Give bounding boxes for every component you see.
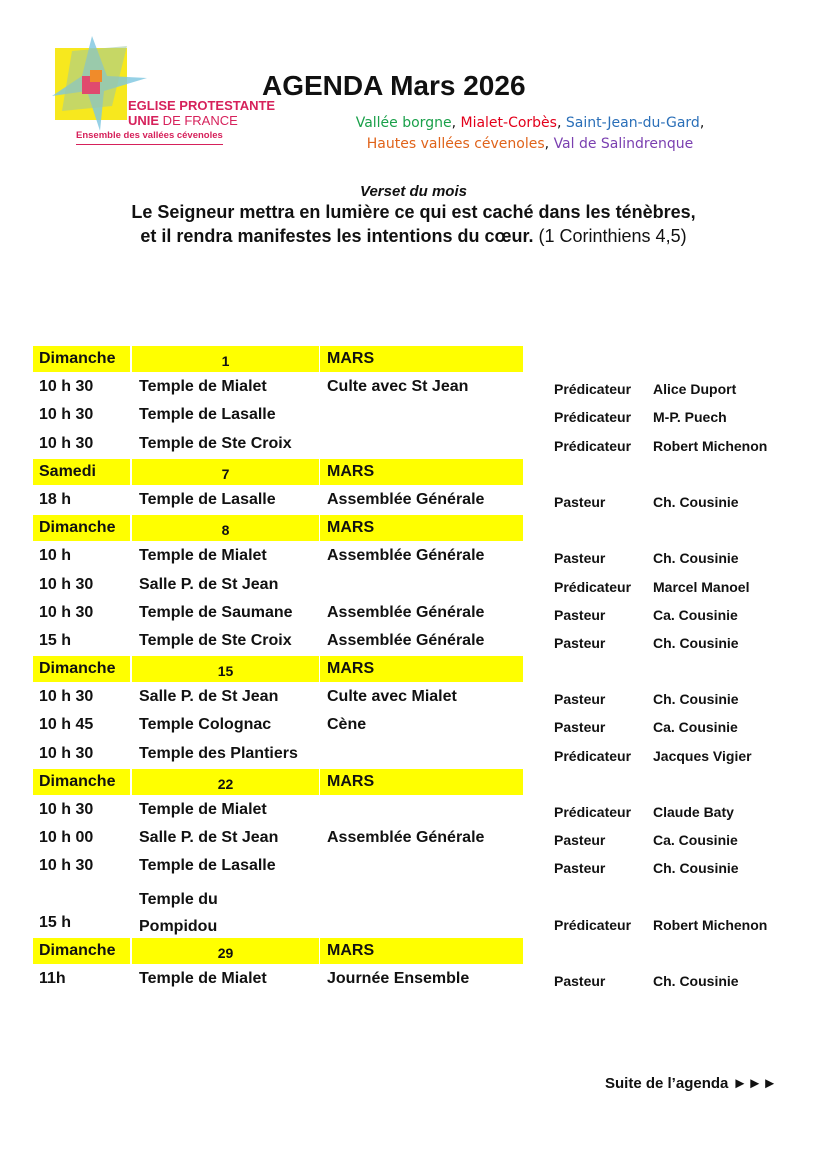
day-number: 7 [221, 465, 230, 482]
role: Pasteur [554, 550, 606, 567]
time: 10 h 00 [39, 829, 94, 847]
time: 11h [39, 969, 66, 987]
month-name: MARS [327, 462, 375, 480]
agenda-row [33, 543, 793, 571]
agenda-table [33, 346, 793, 994]
valleys-list: Vallée borgne, Mialet-Corbès, Saint-Jean-du-Gard, Hautes vallées cévenoles, Val de Salindrenque [355, 115, 705, 152]
day-number: 1 [221, 353, 230, 369]
logo-line3: Ensemble des vallées cévenoles [76, 130, 223, 145]
role: Pasteur [554, 860, 606, 877]
event: Assemblée Générale [327, 490, 485, 508]
month-name: MARS [327, 660, 375, 678]
month-name: MARS [327, 941, 375, 959]
date-header-row [33, 938, 793, 966]
role: Prédicateur [554, 804, 632, 820]
person: Ca. Cousinie [653, 719, 738, 736]
time: 10 h 30 [39, 603, 94, 621]
role: Prédicateur [554, 747, 632, 764]
valley-name: Mialet-Corbès [460, 115, 557, 131]
agenda-row [33, 853, 793, 881]
time: 10 h 30 [39, 406, 94, 424]
time: 15 h [39, 631, 72, 649]
place: Temple de Lasalle [139, 857, 276, 875]
time: 10 h 30 [39, 744, 94, 762]
verse-of-month [0, 183, 827, 248]
agenda-row [33, 712, 793, 740]
person: Robert Michenon [653, 437, 768, 454]
event: Culte avec St Jean [327, 378, 469, 396]
event: Journée Ensemble [327, 969, 470, 987]
verse-line1: Le Seigneur mettra en lumière ce qui est caché dans les ténèbres, [131, 202, 696, 222]
month-name: MARS [327, 772, 375, 790]
agenda-row [33, 487, 793, 515]
person: Ca. Cousinie [653, 606, 738, 623]
day-name: Samedi [39, 462, 96, 480]
logo-line2a: UNIE [128, 113, 160, 128]
place: Temple des Plantiers [139, 744, 298, 762]
day-name: Dimanche [39, 519, 116, 537]
logo-line1: EGLISE PROTESTANTE [128, 98, 276, 113]
time: 10 h 30 [39, 434, 94, 452]
place: Temple de Saumane [139, 603, 293, 621]
agenda-row [33, 628, 793, 656]
month-name: MARS [327, 519, 375, 537]
place: Temple de Lasalle [139, 490, 276, 508]
date-header-row [33, 459, 793, 487]
place: Temple de Mialet [139, 547, 267, 565]
time: 10 h 30 [39, 857, 94, 875]
person: Ch. Cousinie [653, 972, 739, 989]
person: Marcel Manoel [653, 578, 750, 595]
agenda-row [33, 431, 793, 459]
place: Salle P. de St Jean [139, 688, 279, 706]
agenda-row [33, 825, 793, 853]
time: 10 h 30 [39, 575, 94, 593]
time: 10 h 30 [39, 378, 94, 396]
person: Ch. Cousinie [653, 493, 739, 510]
verse-label: Verset du mois [360, 183, 467, 200]
place: Salle P. de St Jean [139, 829, 279, 847]
continued-note: Suite de l’agenda ►►► [605, 1075, 778, 1092]
person: Claude Baty [653, 804, 734, 820]
event: Assemblée Générale [327, 631, 485, 649]
event: Assemblée Générale [327, 547, 485, 565]
verse-reference: (1 Corinthiens 4,5) [533, 226, 687, 246]
agenda-row [33, 966, 793, 994]
place: Temple de Mialet [139, 801, 267, 818]
place: Temple Colognac [139, 716, 272, 734]
person: M-P. Puech [653, 409, 727, 426]
agenda-row [33, 402, 793, 430]
person: Ch. Cousinie [653, 691, 739, 708]
place: Temple du Pompidou [139, 890, 218, 935]
time: 10 h 30 [39, 801, 94, 818]
valley-name: Hautes vallées cévenoles [366, 136, 545, 152]
valley-name: Vallée borgne [355, 115, 452, 131]
role: Pasteur [554, 493, 606, 510]
role: Prédicateur [554, 409, 632, 426]
person: Ca. Cousinie [653, 832, 738, 849]
date-header-row [33, 769, 793, 797]
day-name: Dimanche [39, 350, 116, 367]
time: 10 h [39, 547, 72, 565]
place: Salle P. de St Jean [139, 575, 279, 593]
day-number: 29 [217, 944, 234, 961]
day-number: 8 [221, 522, 230, 539]
agenda-row [33, 741, 793, 769]
day-name: Dimanche [39, 941, 116, 959]
role: Prédicateur [554, 381, 632, 398]
agenda-row [33, 684, 793, 712]
event: Cène [327, 716, 367, 734]
place: Temple de Mialet [139, 378, 267, 396]
valley-name: Saint-Jean-du-Gard [565, 115, 700, 131]
day-number: 15 [217, 663, 234, 680]
time: 18 h [39, 490, 72, 508]
place: Temple de Mialet [139, 969, 267, 987]
role: Prédicateur [554, 437, 632, 454]
role: Prédicateur [554, 916, 632, 933]
epudf-logo [52, 36, 276, 148]
day-name: Dimanche [39, 772, 116, 790]
day-name: Dimanche [39, 660, 116, 678]
verse-line2: et il rendra manifestes les intentions du cœur. [140, 226, 534, 246]
agenda-row [33, 572, 793, 600]
place: Temple de Ste Croix [139, 631, 292, 649]
agenda-row [33, 600, 793, 628]
person: Ch. Cousinie [653, 860, 739, 877]
day-number: 22 [217, 775, 234, 792]
person: Ch. Cousinie [653, 634, 739, 651]
page-title: AGENDA Mars 2026 [262, 70, 526, 101]
role: Pasteur [554, 606, 606, 623]
role: Pasteur [554, 972, 606, 989]
agenda-row [33, 374, 793, 402]
role: Pasteur [554, 719, 606, 736]
date-header-row [33, 656, 793, 684]
place: Temple de Lasalle [139, 406, 276, 424]
date-header-row [33, 515, 793, 543]
role: Pasteur [554, 691, 606, 708]
role: Pasteur [554, 832, 606, 849]
role: Pasteur [554, 634, 606, 651]
person: Alice Duport [653, 381, 737, 398]
person: Ch. Cousinie [653, 550, 739, 567]
place: Temple de Ste Croix [139, 434, 292, 452]
time: 15 h [39, 913, 72, 931]
valley-name: Val de Salindrenque [553, 136, 694, 152]
event: Culte avec Mialet [327, 688, 457, 706]
date-header-row [33, 346, 793, 374]
logo-line2b: DE FRANCE [159, 113, 238, 128]
time: 10 h 30 [39, 688, 94, 706]
person: Jacques Vigier [653, 747, 752, 764]
agenda-row [33, 797, 793, 825]
event: Assemblée Générale [327, 829, 485, 847]
month-name: MARS [327, 350, 375, 367]
agenda-row [33, 882, 793, 938]
role: Prédicateur [554, 578, 632, 595]
event: Assemblée Générale [327, 603, 485, 621]
time: 10 h 45 [39, 716, 94, 734]
person: Robert Michenon [653, 916, 768, 933]
